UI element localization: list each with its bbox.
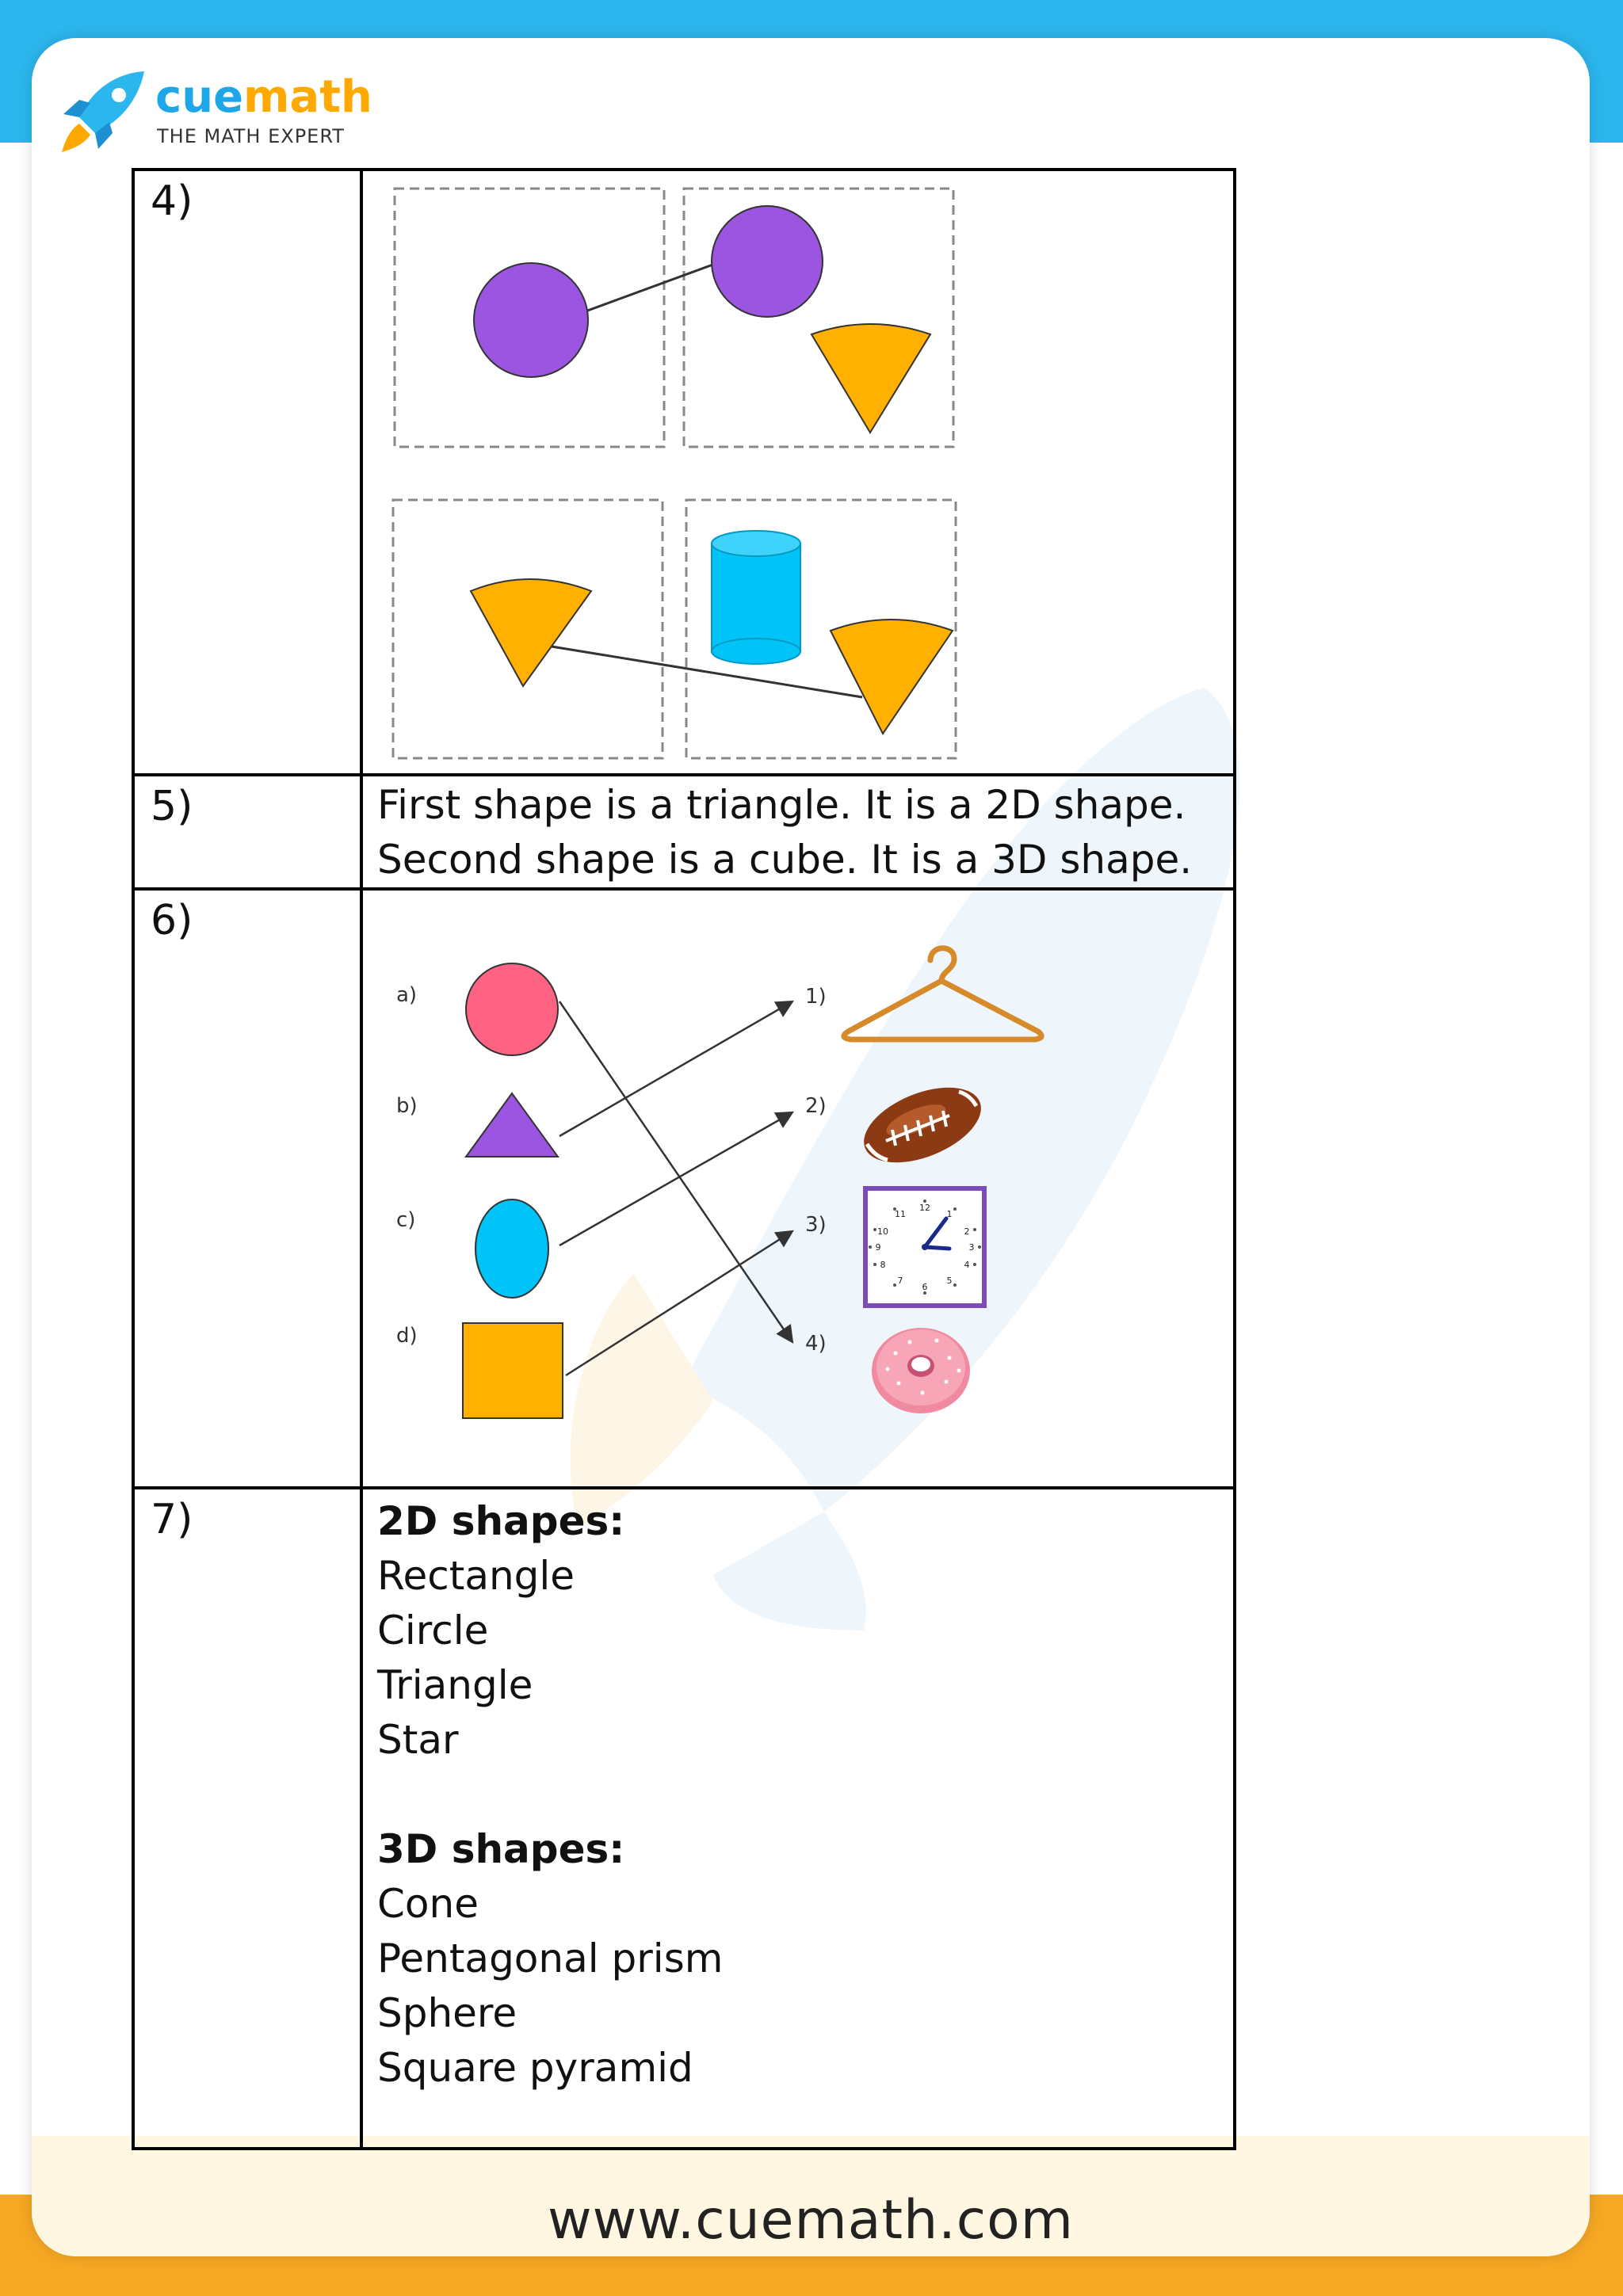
answer-row-4 (133, 170, 1235, 775)
object-matching-figure (363, 891, 1235, 1483)
logo-wordmark[interactable]: cuemath (155, 71, 372, 123)
pink-circle (466, 963, 558, 1055)
list-item: Star (377, 1717, 459, 1763)
clock-number: 11 (895, 1209, 906, 1219)
purple-circle (712, 206, 823, 317)
answers-table (132, 168, 1236, 2150)
donut-icon (872, 1328, 970, 1413)
arrow-d-to-3 (566, 1231, 792, 1375)
orange-cone (812, 324, 930, 433)
right-label-3: 3) (805, 1213, 827, 1237)
cyan-cylinder (712, 543, 800, 651)
answer-5-line-1: First shape is a triangle. It is a 2D shape. (377, 782, 1186, 828)
orange-cone (831, 620, 953, 734)
clock-number: 7 (897, 1276, 903, 1286)
list-item: Rectangle (377, 1553, 575, 1599)
answer-number: 4) (133, 170, 361, 775)
answer-row-5 (133, 775, 1235, 889)
answer-4-content (361, 170, 1235, 775)
answer-6-content (361, 889, 1235, 1488)
answer-number: 6) (133, 889, 361, 1488)
arrow-b-to-1 (559, 1001, 792, 1136)
rocket-logo-icon (55, 68, 151, 155)
logo-tagline: THE MATH EXPERT (157, 125, 345, 147)
cylinder-base (712, 639, 800, 664)
shape-matching-figure (363, 171, 1235, 770)
answer-row-6 (133, 889, 1235, 1488)
clock-number: 6 (922, 1282, 928, 1292)
clock-number: 9 (875, 1242, 881, 1253)
hanger-icon (844, 948, 1041, 1039)
purple-circle (474, 263, 588, 377)
list-item: Cone (377, 1881, 479, 1927)
list-item: Circle (377, 1608, 489, 1653)
heading-3d-shapes: 3D shapes: (377, 1826, 625, 1872)
left-label-c: c) (396, 1208, 416, 1232)
footer-band (32, 2136, 1590, 2256)
clock-number: 1 (946, 1209, 953, 1219)
arrow-c-to-2 (559, 1112, 792, 1245)
answer-7-content (361, 1488, 1235, 2149)
answer-number: 5) (133, 775, 361, 889)
answer-5-line-2: Second shape is a cube. It is a 3D shape. (377, 837, 1193, 883)
orange-square (463, 1323, 563, 1418)
footer-url[interactable]: www.cuemath.com (547, 2189, 1075, 2252)
list-item: Pentagonal prism (377, 1936, 724, 1981)
orange-cone (471, 579, 591, 686)
list-item: Triangle (377, 1662, 533, 1708)
left-label-a: a) (396, 983, 418, 1007)
answer-row-7 (133, 1488, 1235, 2149)
list-item: Square pyramid (377, 2045, 693, 2091)
left-label-b: b) (396, 1094, 418, 1118)
arrow-a-to-4 (559, 1001, 792, 1342)
right-label-4: 4) (805, 1332, 827, 1356)
left-label-d: d) (396, 1324, 418, 1348)
purple-triangle (466, 1093, 558, 1157)
match-line (583, 260, 726, 312)
clock-number: 5 (946, 1276, 953, 1286)
right-label-2: 2) (805, 1094, 827, 1118)
clock-number: 8 (880, 1260, 886, 1270)
clock-number: 4 (964, 1260, 970, 1270)
clock-number: 12 (919, 1203, 930, 1213)
list-item: Sphere (377, 1990, 517, 2036)
match-line (552, 646, 862, 697)
heading-2d-shapes: 2D shapes: (377, 1498, 625, 1544)
spacer (377, 1768, 1233, 1822)
clock-icon (865, 1188, 984, 1306)
cyan-oval (475, 1199, 548, 1298)
clock-number: 10 (877, 1226, 888, 1237)
right-label-1: 1) (805, 985, 827, 1009)
answer-5-content (361, 775, 1235, 889)
cylinder-top (712, 531, 800, 556)
football-icon (854, 1073, 992, 1178)
answer-number: 7) (133, 1488, 361, 2149)
clock-number: 2 (964, 1226, 970, 1237)
clock-number: 3 (968, 1242, 975, 1253)
